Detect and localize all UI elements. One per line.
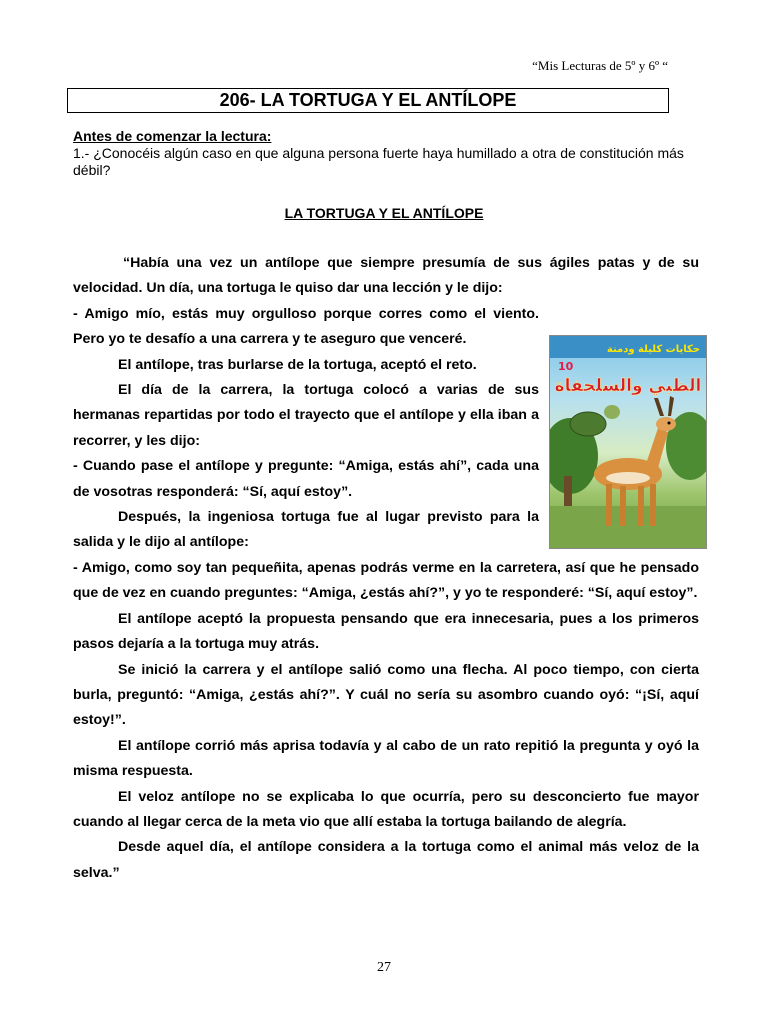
story-paragraph: “Había una vez un antílope que siempre presumía de sus ágiles patas y de su velocidad. Un día, una tortuga le quiso dar una lección y le dijo: <box>73 255 699 297</box>
book-cover-illustration <box>549 335 707 549</box>
pre-reading-heading: Antes de comenzar la lectura: <box>73 128 272 144</box>
story-paragraph: El veloz antílope no se explicaba lo que ocurría, pero su desconcierto fue mayor cuando al llegar cerca de la meta vio que allí estaba la tortuga bailando de alegría. <box>73 788 699 830</box>
header-note: “Mis Lecturas de 5º y 6º “ <box>532 58 668 73</box>
story-paragraph: El día de la carrera, la tortuga colocó a varias de sus hermanas repartidas por todo el trayecto que el antílope y ella iban a recorrer, y les dijo: <box>73 382 539 449</box>
pre-reading-section <box>73 128 713 179</box>
cover-series-text: حكايات كليلة ودمنة <box>606 344 700 355</box>
story-paragraph: El antílope corrió más aprisa todavía y al cabo de un rato repitió la pregunta y oyó la misma respuesta. <box>73 737 699 780</box>
story-paragraph: Se inició la carrera y el antílope salió como una flecha. Al poco tiempo, con cierta burla, preguntó: “Amiga, ¿estás ahí?”. Y cuál no sería su asombro cuando oyó: “¡Sí, aquí estoy!”. <box>73 661 699 729</box>
story-paragraph: - Cuando pase el antílope y pregunte: “Amiga, estás ahí”, cada una de vosotras responderá: “Sí, aquí estoy”. <box>73 458 539 500</box>
story-paragraph: Después, la ingeniosa tortuga fue al lugar previsto para la salida y le dijo al antílope: <box>73 509 539 551</box>
story-paragraph: - Amigo mío, estás muy orgulloso porque corres como el viento. Pero yo te desafío a una carrera y te aseguro que venceré. <box>73 305 539 348</box>
story-paragraph: Desde aquel día, el antílope considera a la tortuga como el animal más veloz de la selva.” <box>73 839 699 881</box>
story-paragraph: El antílope, tras burlarse de la tortuga, aceptó el reto. <box>118 356 477 373</box>
cover-number: 10 <box>558 360 574 373</box>
story-paragraph: El antílope aceptó la propuesta pensando que era innecesaria, pues a los primeros pasos dejaría a la tortuga muy atrás. <box>73 610 699 653</box>
page-title: 206- LA TORTUGA Y EL ANTÍLOPE <box>67 88 669 113</box>
story-title: LA TORTUGA Y EL ANTÍLOPE <box>284 205 484 221</box>
story-paragraph: - Amigo, como soy tan pequeñita, apenas podrás verme en la carretera, así que he pensado que de vez en cuando preguntes: “Amiga, ¿estás ahí?”, y yo te responderé: “Sí, aquí estoy”. <box>73 559 699 602</box>
page-number: 27 <box>377 960 391 975</box>
cover-title-text: الظبي والسلحفاة <box>554 376 702 396</box>
pre-reading-question: 1.- ¿Conocéis algún caso en que alguna persona fuerte haya humillado a otra de constitución más débil? <box>73 145 684 178</box>
